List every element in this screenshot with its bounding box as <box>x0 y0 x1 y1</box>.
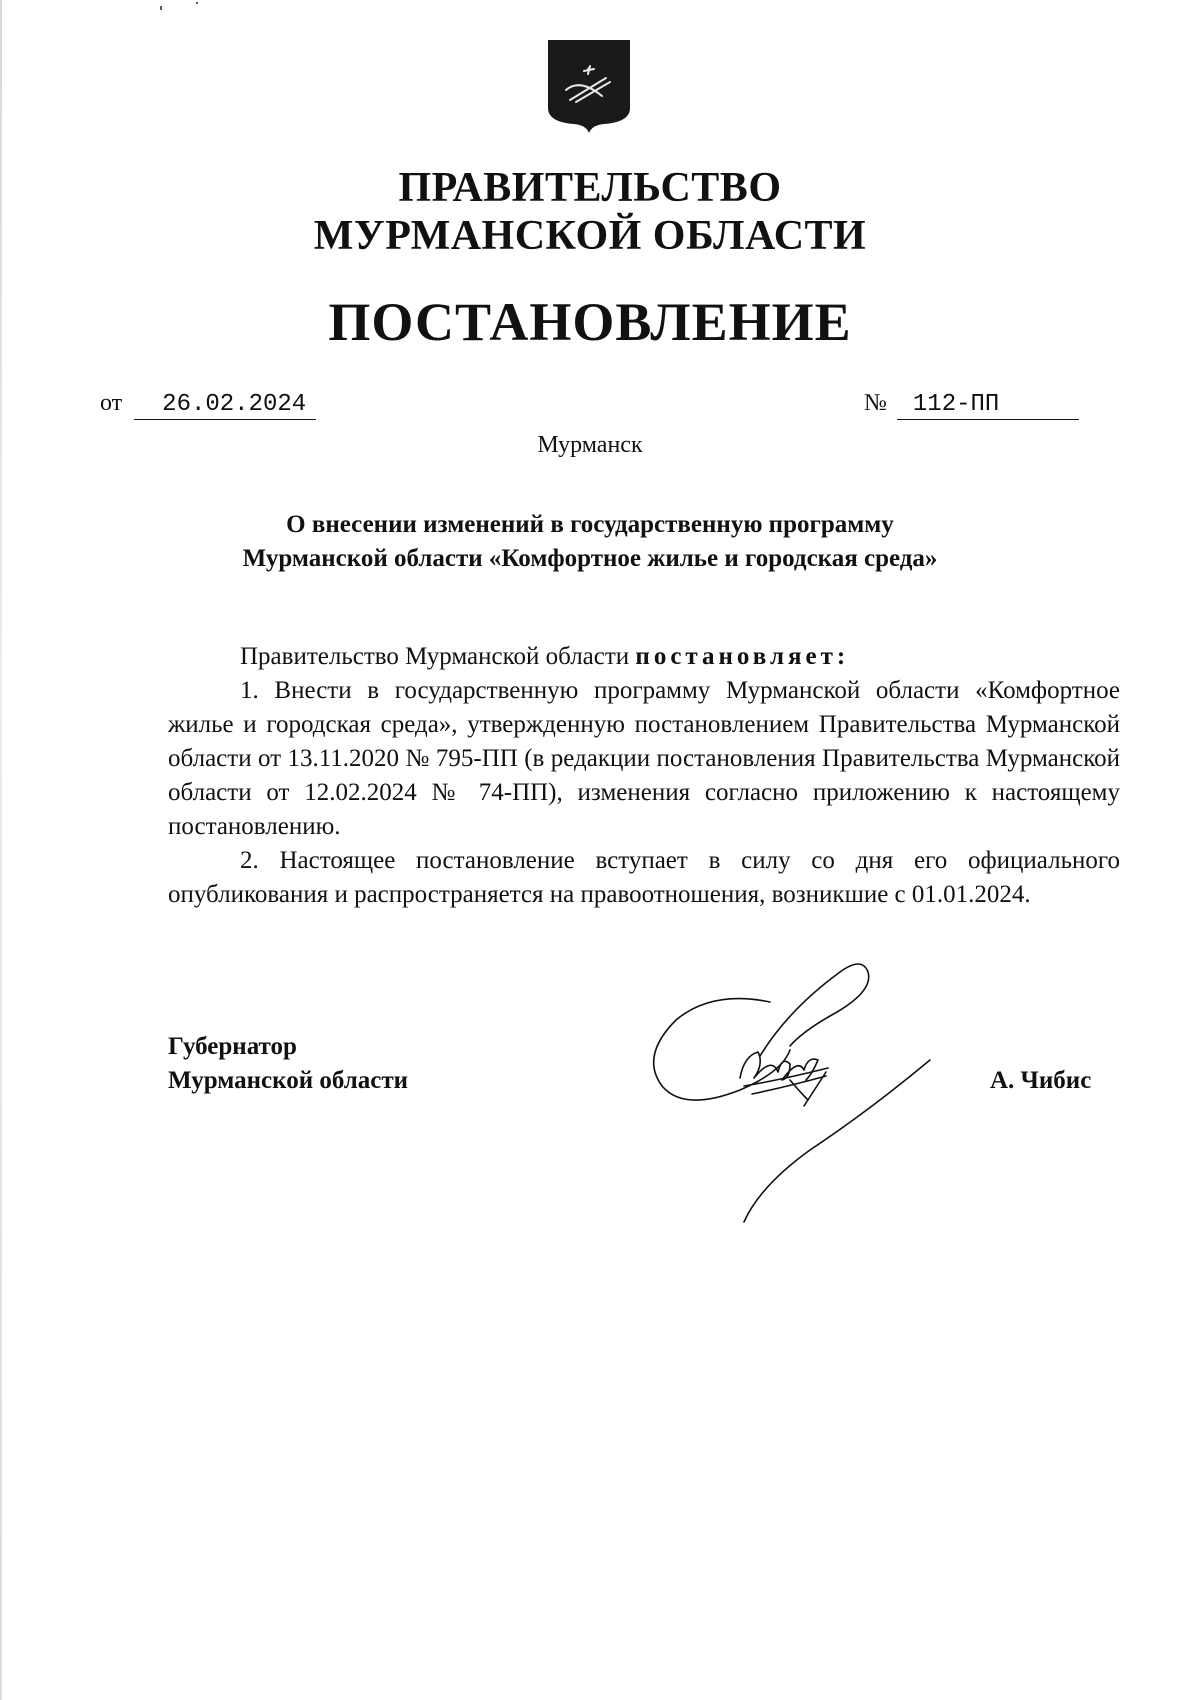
date-row <box>100 388 316 420</box>
coat-of-arms-icon <box>546 38 632 134</box>
document-subject <box>0 508 1180 576</box>
subject-line1: О внесении изменений в государственную программу <box>286 511 894 538</box>
item-1: 1. Внести в государственную программу Мурманской области «Комфортное жилье и городская среда», утвержденную постановлением Правительства Мурманской области от 13.11.2020 № 795-ПП (в редакции постановления Правительства Мурманской области от 12.02.2024 № 74-ПП), изменения согласно приложению к настоящему постановлению. <box>168 677 1120 840</box>
city: Мурманск <box>537 432 643 458</box>
item-2: 2. Настоящее постановление вступает в силу со дня его официального опубликования и распространяется на правоотношения, возникшие с 01.01.2024. <box>168 847 1120 908</box>
number-row <box>864 388 1079 420</box>
signer-name: А. Чибис <box>990 1067 1092 1094</box>
document-type: ПОСТАНОВЛЕНИЕ <box>328 292 852 352</box>
date-prefix: от <box>100 390 123 416</box>
government-title-line1: ПРАВИТЕЛЬСТВО <box>398 165 782 211</box>
government-title <box>0 164 1180 260</box>
preamble-text: Правительство Мурманской области <box>240 643 636 670</box>
signer-position-line2: Мурманской области <box>168 1067 409 1094</box>
government-title-line2: МУРМАНСКОЙ ОБЛАСТИ <box>313 213 867 259</box>
preamble-emphasis: постановляет: <box>635 643 850 670</box>
document-date: 26.02.2024 <box>134 391 316 420</box>
scan-speck <box>196 2 198 4</box>
number-prefix: № <box>864 390 887 416</box>
document-number: 112-ПП <box>897 391 1079 420</box>
scan-speck <box>160 6 162 10</box>
subject-line2: Мурманской области «Комфортное жилье и городская среда» <box>242 545 938 572</box>
signer-position-line1: Губернатор <box>168 1033 297 1060</box>
document-body <box>168 640 1120 912</box>
preamble <box>168 640 1120 674</box>
handwritten-signature <box>640 960 940 1230</box>
signer-position <box>168 1030 408 1098</box>
